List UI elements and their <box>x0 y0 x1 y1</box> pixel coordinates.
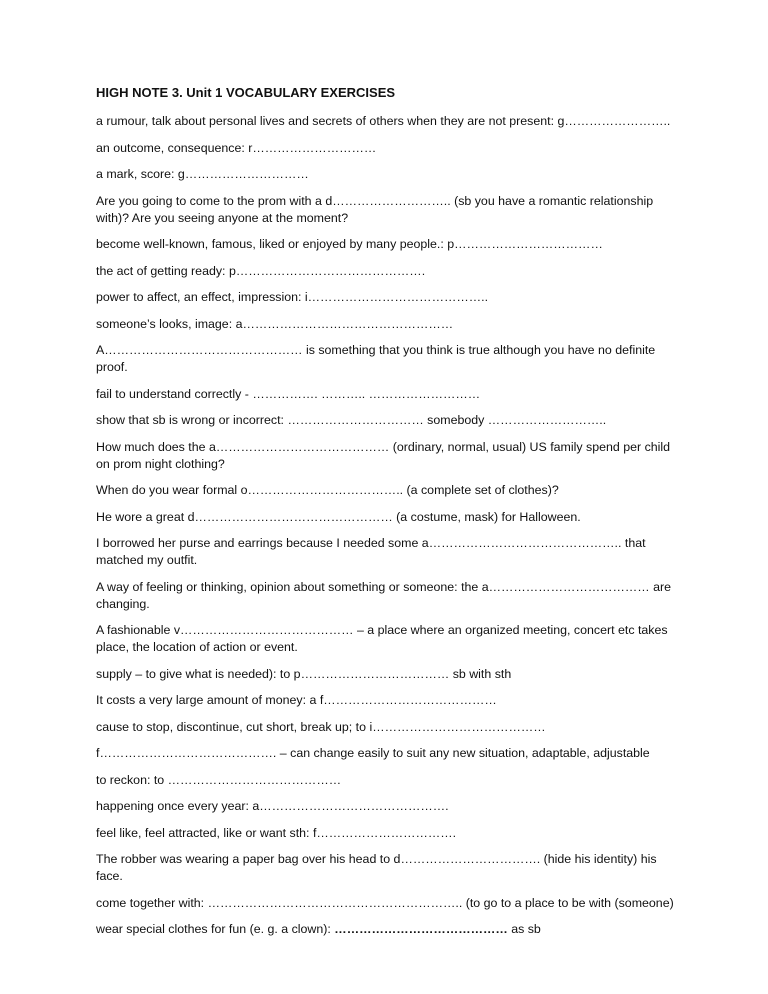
exercise-item: A way of feeling or thinking, opinion about something or someone: the a………………………………… are changing. <box>96 579 672 611</box>
exercise-item: become well-known, famous, liked or enjoyed by many people.: p……………………………… <box>96 237 603 251</box>
exercise-item: someone’s looks, image: a…………………………………………… <box>96 316 454 331</box>
exercise-item: He wore a great d………………………………………… (a costume, mask) for Halloween. <box>96 509 581 524</box>
exercise-item: Are you going to come to the prom with a d……………………….. (sb you have a romantic relationship with)? Are you seeing anyone at the moment? <box>96 193 654 225</box>
answer-blank: …………………………………… <box>334 922 508 936</box>
exercise-item: the act of getting ready: p………………………………………. <box>96 263 426 278</box>
item-text: wear special clothes for fun (e. g. a clown): <box>96 922 335 936</box>
exercise-item: come together with: …………………………………………………….. (to go to a place to be with (someone) <box>96 895 674 910</box>
exercise-item: fail to understand correctly - ……………. ……….. ……………………… <box>96 386 481 401</box>
exercise-item: It costs a very large amount of money: a f…………………………………… <box>96 693 497 707</box>
exercise-item: When do you wear formal o……………………………….. (a complete set of clothes)? <box>96 483 559 497</box>
exercise-item: f……………………………………. – can change easily to suit any new situation, adaptable, adjustable <box>96 746 650 760</box>
exercise-item: a mark, score: g………………………… <box>96 167 309 181</box>
exercise-item: an outcome, consequence: r………………………… <box>96 140 377 155</box>
exercise-item: The robber was wearing a paper bag over his head to d……………………………. (hide his identity) his face. <box>96 852 657 883</box>
exercise-item: feel like, feel attracted, like or want sth: f……………………………. <box>96 825 457 840</box>
exercise-item: a rumour, talk about personal lives and secrets of others when they are not present: g…………………….. <box>96 114 671 128</box>
exercise-item-last <box>96 921 680 938</box>
exercise-item: power to affect, an effect, impression: i…………………………………….. <box>96 290 489 304</box>
exercise-item: to reckon: to …………………………………… <box>96 772 342 787</box>
exercise-item: cause to stop, discontinue, cut short, break up; to i…………………………………… <box>96 719 546 734</box>
exercise-item: happening once every year: a………………………………………. <box>96 799 449 813</box>
exercise-item: supply – to give what is needed): to p……………………………… sb with sth <box>96 666 512 681</box>
exercise-item: I borrowed her purse and earrings because I needed some a……………………………………….. that matched my outfit. <box>96 536 646 567</box>
exercise-item: How much does the a…………………………………… (ordinary, normal, usual) US family spend per child on prom night clothing? <box>96 439 671 471</box>
exercise-item: A………………………………………… is something that you think is true although you have no definite proof. <box>96 343 656 374</box>
exercise-item: show that sb is wrong or incorrect: …………………………… somebody ……………………….. <box>96 413 607 427</box>
worksheet-title: HIGH NOTE 3. Unit 1 VOCABULARY EXERCISES <box>96 85 396 100</box>
worksheet <box>96 84 680 948</box>
exercise-item: A fashionable v…………………………………… – a place where an organized meeting, concert etc takes place, the location of action or event. <box>96 623 668 654</box>
item-tail: as sb <box>507 922 541 936</box>
